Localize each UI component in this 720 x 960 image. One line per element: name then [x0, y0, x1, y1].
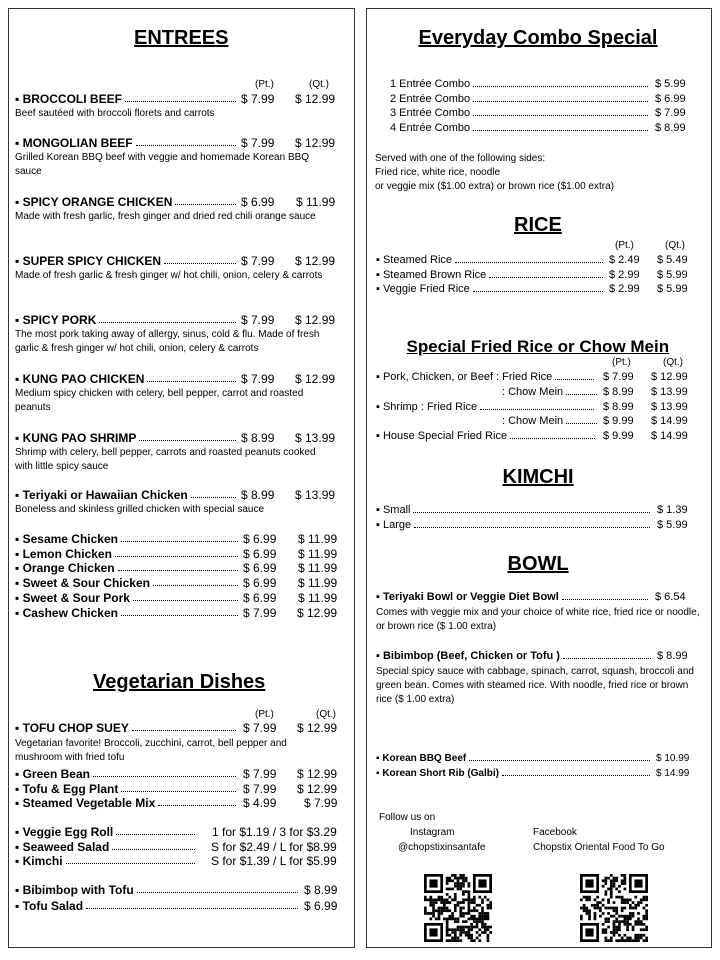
item-description: Medium spicy chicken with celery, bell pepper, carrot and roasted peanuts	[15, 388, 304, 413]
dot-leader	[510, 438, 595, 439]
combo-price: $ 7.99	[655, 107, 686, 120]
entree-price-pt: $ 6.99	[243, 561, 277, 576]
bowl-item-name: ▪ Teriyaki Bowl or Veggie Diet Bowl	[376, 591, 559, 603]
combo-item-name: 1 Entrée Combo	[390, 78, 471, 90]
special-item-name: ▪ Shrimp : Fried Rice	[376, 401, 478, 413]
dot-leader	[563, 658, 651, 659]
special-price-pt: $ 9.99	[603, 415, 634, 427]
column-label: (Pt.)	[615, 240, 634, 251]
dot-leader	[115, 556, 238, 557]
entree-name: ▪ KUNG PAO SHRIMP	[15, 431, 137, 445]
veg-price-qt: $ 12.99	[297, 721, 338, 735]
dot-leader	[473, 101, 648, 102]
veg-item-name: ▪ Green Bean	[15, 767, 90, 781]
special-title: Special Fried Rice or Chow Mein	[406, 337, 670, 356]
entree-price-pt: $ 8.99	[241, 431, 275, 445]
facebook-qr-code	[580, 874, 648, 942]
dot-leader	[414, 527, 650, 528]
dot-leader	[66, 863, 195, 864]
entree-name: ▪ SUPER SPICY CHICKEN	[15, 254, 162, 268]
veg-price-qt: $ 7.99	[304, 796, 338, 810]
bowl-title: BOWL	[507, 553, 569, 575]
rice-price-qt: $ 5.99	[657, 283, 688, 295]
entree-price-qt: $ 12.99	[295, 313, 336, 327]
dot-leader	[473, 86, 648, 87]
entree-price-pt: $ 6.99	[243, 576, 277, 591]
side-item-name: ▪ Kimchi	[15, 854, 63, 868]
item-description: Special spicy sauce with cabbage, spinach, carrot, squash, broccoli and green bean. Comes with steamed rice. With noodle, fried rice or brown rice ($ 1.00 extra)	[376, 666, 694, 705]
special-price-pt: $ 9.99	[603, 430, 634, 442]
dot-leader	[469, 760, 650, 761]
side-price: S for $2.49 / L for $8.99	[211, 839, 337, 854]
special-item-name: : Chow Mein	[502, 386, 564, 398]
special-price-qt: $ 14.99	[651, 430, 688, 442]
dot-leader	[121, 541, 238, 542]
entree-price-pt: $ 7.99	[243, 605, 277, 620]
kimchi-item-name: ▪ Large	[376, 519, 412, 531]
column-label: (Qt.)	[665, 240, 685, 251]
dot-leader	[473, 115, 648, 116]
combo-item-name: 2 Entrée Combo	[390, 92, 471, 105]
combo-title: Everyday Combo Special	[418, 27, 658, 49]
dot-leader	[116, 834, 195, 835]
instagram-handle: @chopstixinsantafe	[398, 842, 486, 853]
korean-item-name: ▪ Korean Short Rib (Galbi)	[376, 768, 499, 779]
kimchi-price: $ 1.39	[657, 504, 688, 516]
special-price-pt: $ 7.99	[603, 371, 634, 383]
dot-leader	[566, 423, 597, 424]
korean-price: $ 10.99	[656, 753, 690, 764]
kimchi-item-name: ▪ Small	[376, 504, 411, 516]
dot-leader	[139, 440, 236, 441]
dot-leader	[566, 394, 597, 395]
follow-label: Follow us on	[379, 812, 436, 823]
column-label: (Qt.)	[663, 357, 683, 368]
combo-item-name: 4 Entrée Combo	[390, 122, 471, 135]
combo-note: Served with one of the following sides:	[375, 153, 546, 164]
entree-price-qt: $ 12.99	[295, 254, 336, 268]
entree-name: ▪ Sweet & Sour Chicken	[15, 576, 150, 591]
rice-price-pt: $ 2.99	[609, 268, 640, 281]
korean-price: $ 14.99	[656, 768, 690, 779]
item-description: The most pork taking away of allergy, sinus, cold & flu. Made of fresh garlic & fresh ginger w/ hot chili, onion, celery & carrots	[15, 329, 320, 354]
dot-leader	[147, 381, 236, 382]
special-price-qt: $ 14.99	[651, 415, 688, 427]
extra-item-name: ▪ Bibimbop with Tofu	[15, 883, 134, 897]
entree-price-qt: $ 12.99	[295, 372, 336, 386]
dot-leader	[125, 101, 236, 102]
rice-item-name: ▪ Veggie Fried Rice	[376, 283, 470, 295]
combo-note: Fried rice, white rice, noodle	[375, 167, 501, 178]
entree-price-pt: $ 7.99	[241, 136, 275, 150]
item-description: Boneless and skinless grilled chicken with special sauce	[15, 504, 265, 515]
dot-leader	[164, 263, 236, 264]
entree-name: ▪ Sweet & Sour Pork	[15, 590, 130, 605]
korean-item-name: ▪ Korean BBQ Beef	[376, 753, 467, 764]
dot-leader	[555, 379, 594, 380]
dot-leader	[93, 776, 236, 777]
dot-leader	[153, 585, 238, 586]
side-item-name: ▪ Veggie Egg Roll	[15, 825, 114, 839]
entree-price-qt: $ 11.99	[296, 195, 336, 209]
facebook-label: Facebook	[533, 827, 577, 838]
dot-leader	[121, 615, 238, 616]
dot-leader	[489, 277, 603, 278]
column-label: (Pt.)	[255, 79, 274, 90]
side-item-name: ▪ Seaweed Salad	[15, 839, 110, 854]
entree-name: ▪ Sesame Chicken	[15, 532, 118, 546]
facebook-handle: Chopstix Oriental Food To Go	[533, 842, 665, 853]
veg-price-qt: $ 12.99	[297, 767, 338, 781]
entree-price-qt: $ 12.99	[295, 92, 336, 106]
dot-leader	[133, 600, 238, 601]
column-label: (Qt.)	[309, 79, 329, 90]
item-description: Beef sautéed with broccoli florets and carrots	[15, 108, 215, 119]
item-description: Made with fresh garlic, fresh ginger and dried red chili orange sauce	[15, 211, 316, 222]
combo-price: $ 5.99	[655, 78, 686, 90]
entree-price-qt: $ 11.99	[298, 532, 338, 546]
entree-name: ▪ MONGOLIAN BEEF	[15, 136, 133, 150]
extra-item-name: ▪ Tofu Salad	[15, 898, 84, 913]
veg-price-qt: $ 12.99	[297, 781, 338, 796]
entree-name: ▪ KUNG PAO CHICKEN	[15, 372, 145, 386]
dot-leader	[473, 291, 603, 292]
special-item-name: : Chow Mein	[502, 415, 564, 427]
dot-leader	[473, 130, 648, 131]
entree-name: ▪ Orange Chicken	[15, 561, 115, 576]
dot-leader	[413, 512, 650, 513]
extra-price: $ 6.99	[304, 898, 338, 913]
entree-price-qt: $ 13.99	[295, 488, 336, 502]
rice-price-pt: $ 2.99	[609, 283, 640, 295]
column-label: (Pt.)	[612, 357, 631, 368]
special-price-qt: $ 13.99	[651, 401, 688, 413]
entree-price-qt: $ 11.99	[298, 590, 338, 605]
dot-leader	[86, 908, 298, 909]
dot-leader	[191, 497, 236, 498]
veg-price-pt: $ 4.99	[243, 796, 277, 810]
dot-leader	[118, 570, 238, 571]
rice-item-name: ▪ Steamed Rice	[376, 254, 453, 266]
entree-price-pt: $ 6.99	[241, 195, 275, 209]
entree-price-qt: $ 11.99	[298, 561, 338, 576]
entree-name: ▪ SPICY PORK	[15, 313, 97, 327]
special-price-qt: $ 13.99	[651, 386, 688, 398]
dot-leader	[121, 791, 236, 792]
entree-price-pt: $ 7.99	[241, 313, 275, 327]
entree-price-pt: $ 6.99	[243, 546, 277, 561]
entree-name: ▪ Teriyaki or Hawaiian Chicken	[15, 488, 188, 502]
instagram-label: Instagram	[410, 827, 455, 838]
entree-price-qt: $ 13.99	[295, 431, 336, 445]
column-label: (Pt.)	[255, 709, 274, 720]
column-label: (Qt.)	[316, 709, 336, 720]
side-price: 1 for $1.19 / 3 for $3.29	[212, 825, 337, 839]
special-price-qt: $ 12.99	[651, 371, 688, 383]
veg-item-name: ▪ TOFU CHOP SUEY	[15, 721, 129, 735]
veg-price-pt: $ 7.99	[243, 721, 277, 735]
rice-title: RICE	[514, 214, 562, 236]
entree-price-pt: $ 6.99	[243, 532, 277, 546]
entree-price-qt: $ 12.99	[297, 605, 338, 620]
item-description: Made of fresh garlic & fresh ginger w/ hot chili, onion, celery & carrots	[15, 270, 323, 281]
combo-price: $ 8.99	[655, 122, 686, 135]
dot-leader	[137, 892, 298, 893]
instagram-qr-code	[424, 874, 492, 942]
special-item-name: ▪ Pork, Chicken, or Beef : Fried Rice	[376, 371, 553, 383]
entree-price-pt: $ 6.99	[243, 590, 277, 605]
entree-name: ▪ Lemon Chicken	[15, 546, 112, 561]
special-item-name: ▪ House Special Fried Rice	[376, 430, 508, 442]
veg-price-pt: $ 7.99	[243, 781, 277, 796]
dot-leader	[562, 599, 648, 600]
rice-price-qt: $ 5.99	[657, 268, 688, 281]
entrees-title: ENTREES	[134, 27, 229, 49]
veg-item-name: ▪ Tofu & Egg Plant	[15, 781, 119, 796]
veg-price-pt: $ 7.99	[243, 767, 277, 781]
entree-name: ▪ BROCCOLI BEEF	[15, 92, 122, 106]
item-description: Comes with veggie mix and your choice of white rice, fried rice or noodle, or brown rice ($ 1.00 extra)	[376, 607, 700, 632]
entree-price-qt: $ 12.99	[295, 136, 336, 150]
dot-leader	[112, 849, 195, 850]
combo-item-name: 3 Entrée Combo	[390, 107, 471, 120]
entree-price-pt: $ 8.99	[241, 488, 275, 502]
item-description: Grilled Korean BBQ beef with veggie and homemade Korean BBQ sauce	[15, 152, 310, 177]
entree-name: ▪ Cashew Chicken	[15, 605, 118, 620]
bowl-price: $ 8.99	[657, 650, 688, 662]
dot-leader	[136, 145, 236, 146]
kimchi-title: KIMCHI	[502, 466, 574, 488]
dot-leader	[502, 775, 650, 776]
dot-leader	[132, 730, 236, 731]
rice-item-name: ▪ Steamed Brown Rice	[376, 268, 487, 281]
dot-leader	[480, 409, 594, 410]
entree-price-pt: $ 7.99	[241, 372, 275, 386]
special-price-pt: $ 8.99	[603, 386, 634, 398]
entree-name: ▪ SPICY ORANGE CHICKEN	[15, 195, 173, 209]
combo-price: $ 6.99	[655, 92, 686, 105]
extra-price: $ 8.99	[304, 883, 338, 897]
side-price: S for $1.39 / L for $5.99	[211, 854, 337, 868]
veg-item-name: ▪ Steamed Vegetable Mix	[15, 796, 156, 810]
combo-note: or veggie mix ($1.00 extra) or brown rice ($1.00 extra)	[375, 181, 614, 192]
bowl-price: $ 6.54	[655, 591, 686, 603]
special-price-pt: $ 8.99	[603, 401, 634, 413]
kimchi-price: $ 5.99	[657, 519, 688, 531]
entree-price-pt: $ 7.99	[241, 254, 275, 268]
rice-price-pt: $ 2.49	[609, 254, 640, 266]
dot-leader	[99, 322, 236, 323]
bowl-item-name: ▪ Bibimbop (Beef, Chicken or Tofu )	[376, 650, 560, 662]
rice-price-qt: $ 5.49	[657, 254, 688, 266]
entree-price-qt: $ 11.99	[298, 576, 338, 591]
entree-price-qt: $ 11.99	[298, 546, 338, 561]
entree-price-pt: $ 7.99	[241, 92, 275, 106]
item-description: Vegetarian favorite! Broccoli, zucchini, carrot, bell pepper and mushroom with fried tofu	[15, 738, 287, 763]
vegetarian-title: Vegetarian Dishes	[93, 671, 266, 693]
item-description: Shrimp with celery, bell pepper, carrots and roasted peanuts cooked with little spicy sauce	[15, 447, 316, 472]
dot-leader	[175, 204, 236, 205]
dot-leader	[455, 262, 603, 263]
dot-leader	[158, 805, 236, 806]
